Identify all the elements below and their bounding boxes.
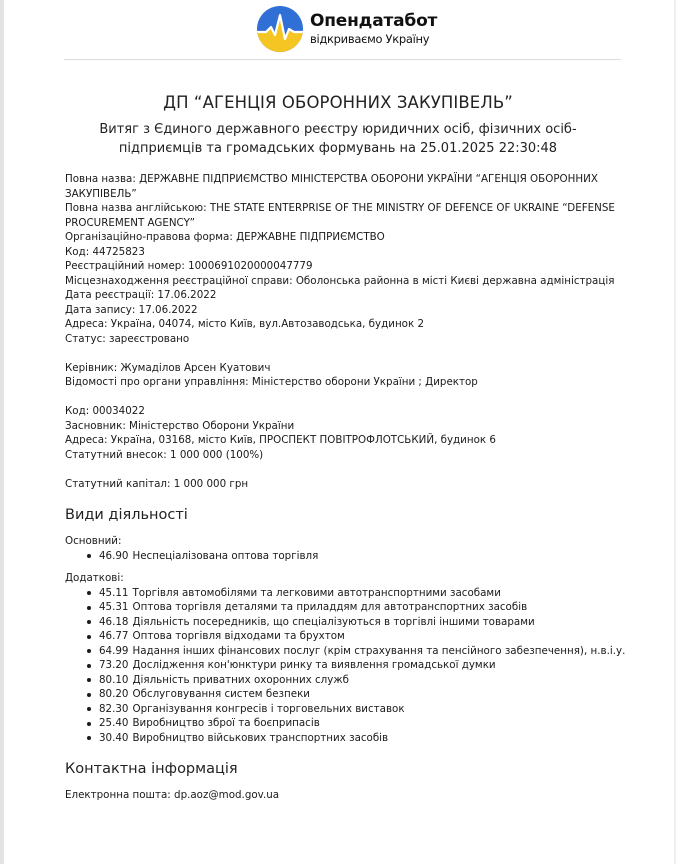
activity-code: 46.77: [99, 630, 129, 642]
activity-code: 80.20: [99, 688, 129, 700]
activity-item: [87, 702, 630, 717]
activity-item: [87, 731, 630, 746]
activity-code: 45.11: [99, 586, 129, 599]
activity-code: 46.90: [99, 549, 129, 562]
registration-location-row: Місцезнаходження реєстраційної справи: Оболонська районна в місті Києві державна адміністрація: [65, 274, 615, 287]
activity-item: [87, 586, 630, 601]
activity-code: 30.40: [99, 731, 129, 744]
activity-name: Неспеціалізована оптова торгівля: [132, 549, 319, 562]
opendatabot-logo-icon: [256, 5, 304, 53]
document-title: ДП “АГЕНЦІЯ ОБОРОННИХ ЗАКУПІВЕЛЬ”: [163, 93, 513, 112]
company-details: [65, 172, 630, 346]
activity-code: 82.30: [99, 702, 129, 715]
director-row: Керівник: Жумаділов Арсен Куатович: [65, 361, 271, 374]
activity-item: [87, 600, 630, 615]
registration-date-row: Дата реєстрації: 17.06.2022: [65, 289, 217, 301]
activity-name: Оптова торгівля відходами та брухтом: [132, 630, 345, 642]
legal-form-row: Організаційно-правова форма: ДЕРЖАВНЕ ПІДПРИЄМСТВО: [65, 231, 385, 243]
record-date-row: Дата запису: 17.06.2022: [65, 303, 198, 316]
governing-bodies-row: Відомості про органи управління: Міністерство оборони України ; Директор: [65, 376, 478, 388]
activity-code: 80.10: [99, 673, 129, 686]
activity-item: [87, 629, 630, 644]
activity-name: Організування конгресів і торговельних виставок: [132, 702, 405, 715]
brand-tagline: відкриваємо Україну: [310, 31, 430, 46]
founder-details: [65, 404, 630, 462]
activity-code: 25.40: [99, 717, 129, 729]
activity-code: 45.31: [99, 601, 129, 613]
english-name-row: Повна назва англійською: THE STATE ENTERPRISE OF THE MINISTRY OF DEFENCE OF UKRAINE “DEFENSE PROCUREMENT AGENCY”: [65, 202, 615, 229]
activity-item: [87, 549, 630, 564]
founder-name-row: Засновник: Міністерство Оборони України: [65, 419, 295, 432]
founder-address-row: Адреса: Україна, 03168, місто Київ, ПРОСПЕКТ ПОВІТРОФЛОТСЬКИЙ, будинок 6: [65, 434, 496, 446]
activity-name: Діяльність посередників, що спеціалізуються в торгівлі іншими товарами: [132, 615, 535, 628]
activity-name: Обслуговування систем безпеки: [132, 688, 310, 700]
status-row: Статус: зареєстровано: [65, 332, 190, 345]
additional-activity-list: [65, 586, 630, 746]
brand-name: Опендатабот: [310, 10, 438, 31]
activity-name: Діяльність приватних охоронних служб: [132, 673, 349, 686]
main-activity-list: [65, 549, 630, 564]
header-divider: [64, 59, 621, 60]
activity-item: [87, 673, 630, 688]
activity-name: Виробництво зброї та боєприпасів: [132, 717, 320, 729]
activity-item: [87, 658, 630, 673]
brand-header: [256, 3, 456, 55]
activity-name: Дослідження кон'юнктури ринку та виявлення громадської думки: [132, 659, 496, 671]
code-row: Код: 44725823: [65, 245, 145, 258]
activity-item: [87, 716, 630, 731]
activity-code: 64.99: [99, 644, 129, 657]
activities-heading: Види діяльності: [65, 507, 188, 523]
page-left-edge: [0, 0, 4, 864]
registration-number-row: Реєстраційний номер: 1000691020000047779: [65, 260, 313, 272]
activity-item: [87, 615, 630, 630]
address-row: Адреса: Україна, 04074, місто Київ, вул.Автозаводська, будинок 2: [65, 318, 425, 330]
activity-name: Оптова торгівля деталями та приладдям для автотранспортних засобів: [132, 601, 528, 613]
founder-contribution-row: Статутний внесок: 1 000 000 (100%): [65, 448, 264, 461]
activity-code: 73.20: [99, 659, 129, 671]
main-activity-label: Основний:: [65, 535, 122, 547]
activity-code: 46.18: [99, 615, 129, 628]
activity-name: Торгівля автомобілями та легковими автотранспортними засобами: [132, 586, 501, 599]
management-details: [65, 361, 630, 390]
activity-item: [87, 687, 630, 702]
document-body: [65, 172, 630, 803]
full-name-row: Повна назва: ДЕРЖАВНЕ ПІДПРИЄМСТВО МІНІСТЕРСТВА ОБОРОНИ УКРАЇНИ “АГЕНЦІЯ ОБОРОННИХ ЗАКУПІВЕЛЬ”: [65, 173, 598, 200]
contacts-heading: Контактна інформація: [65, 761, 238, 777]
activity-name: Виробництво військових транспортних засобів: [132, 731, 389, 744]
additional-activities-label: Додаткові:: [65, 572, 124, 584]
activity-item: [87, 644, 630, 659]
email-row: Електронна пошта: dp.aoz@mod.gov.ua: [65, 789, 280, 801]
founder-code-row: Код: 00034022: [65, 405, 145, 417]
capital-row: Статутний капітал: 1 000 000 грн: [65, 477, 249, 490]
document-subtitle: Витяг з Єдиного державного реєстру юридичних осіб, фізичних осіб-підприємців та громадських формувань на 25.01.2025 22:30:48: [99, 122, 577, 156]
activity-name: Надання інших фінансових послуг (крім страхування та пенсійного забезпечення), н.в.і.у.: [132, 644, 626, 657]
